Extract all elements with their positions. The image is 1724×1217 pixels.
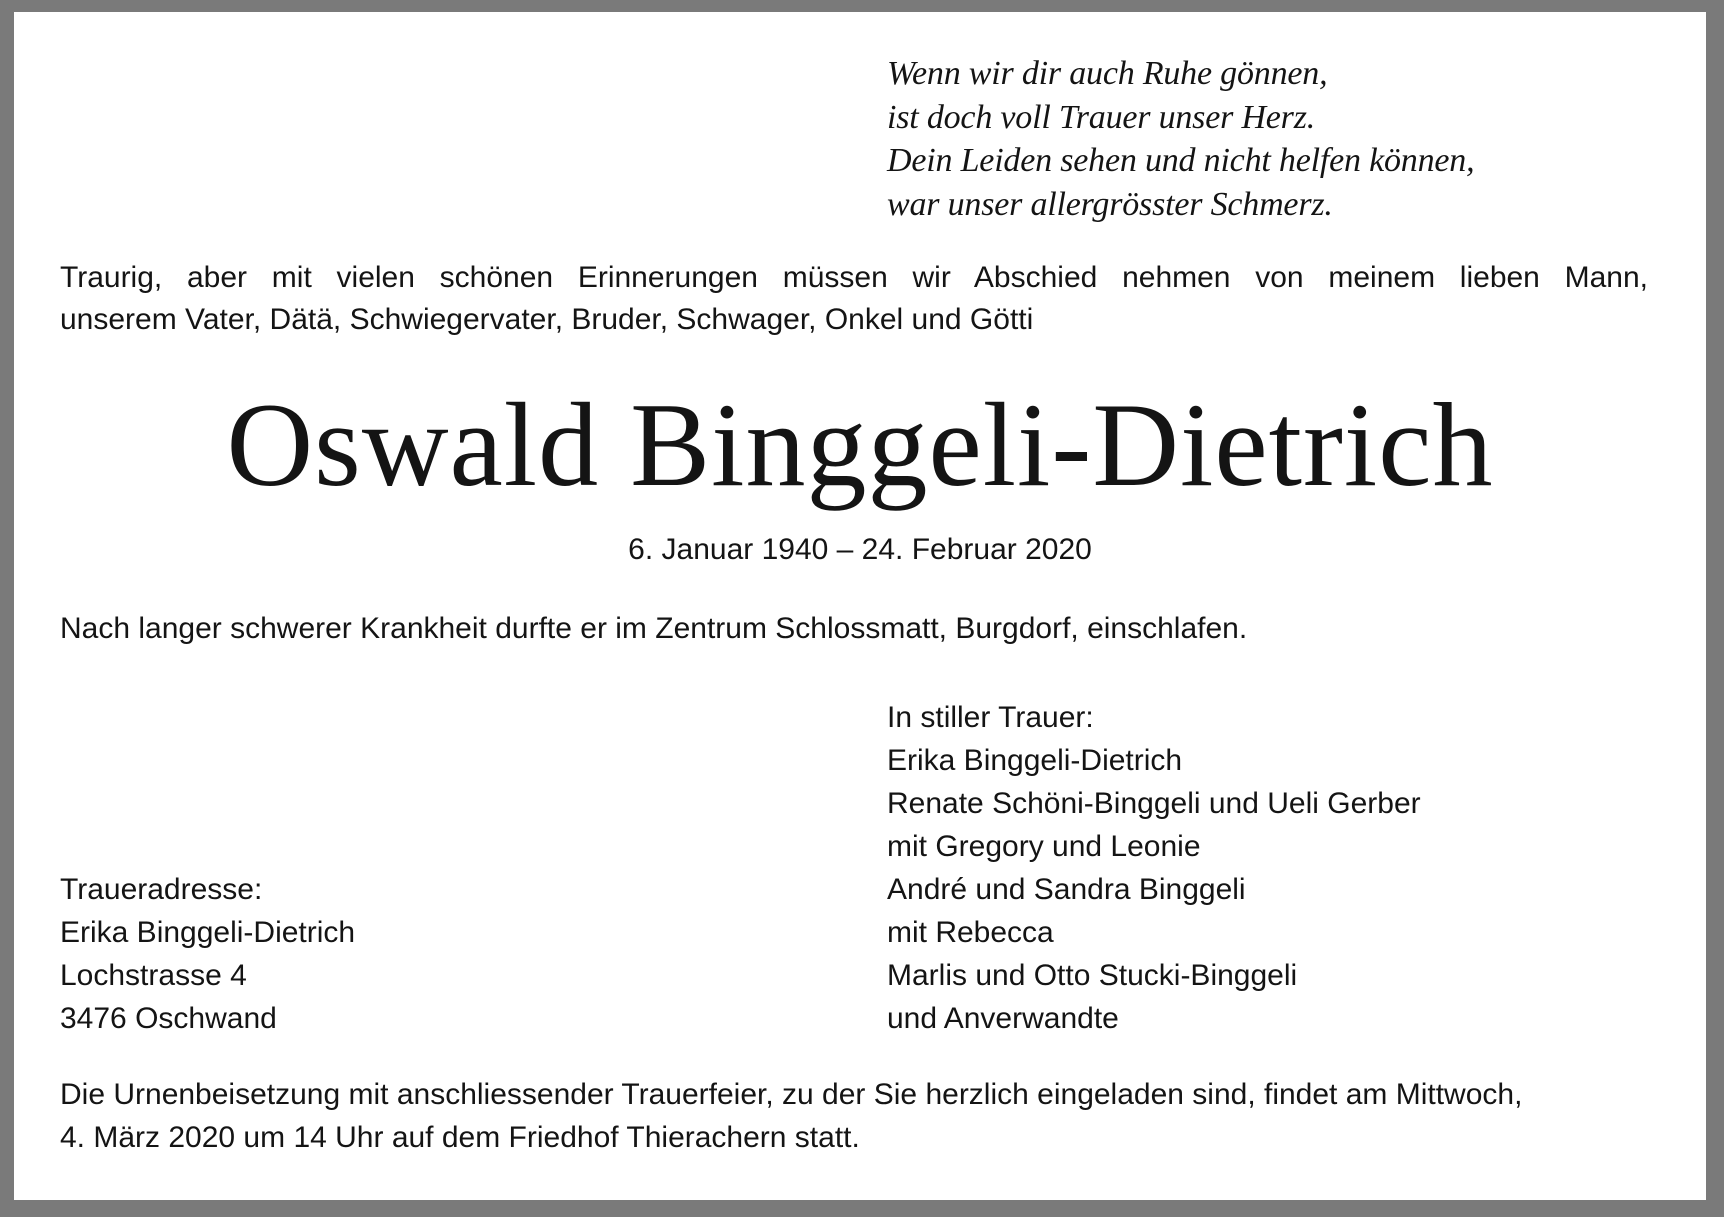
mourners-heading: In stiller Trauer: — [887, 701, 1094, 734]
ceremony-line: 4. März 2020 um 14 Uhr auf dem Friedhof Thierachern statt. — [60, 1121, 860, 1154]
intro-line: Traurig, aber mit vielen schönen Erinnerungen müssen wir Abschied nehmen von meinem lieben Mann, — [60, 261, 1648, 294]
mourner-line: und Anverwandte — [887, 1002, 1119, 1035]
mourner-line: Erika Binggeli-Dietrich — [887, 744, 1183, 777]
address-heading: Traueradresse: — [60, 873, 263, 906]
obituary-page — [14, 12, 1706, 1200]
ceremony-line: Die Urnenbeisetzung mit anschliessender Trauerfeier, zu der Sie herzlich eingeladen sind, findet am Mittwoch, — [60, 1078, 1523, 1111]
intro-text — [60, 257, 1648, 341]
address-line: Erika Binggeli-Dietrich — [60, 916, 356, 949]
mourner-line: Renate Schöni-Binggeli und Ueli Gerber — [887, 787, 1421, 820]
address-line: Lochstrasse 4 — [60, 959, 247, 992]
deceased-name: Oswald Binggeli-Dietrich — [226, 378, 1494, 511]
ceremony-text — [60, 1073, 1522, 1159]
mourning-address — [60, 868, 355, 1040]
mourner-line: André und Sandra Binggeli — [887, 873, 1246, 906]
mourner-line: mit Rebecca — [887, 916, 1054, 949]
mourner-line: mit Gregory und Leonie — [887, 830, 1201, 863]
poem-line: war unser allergrösster Schmerz. — [887, 185, 1333, 223]
life-dates: 6. Januar 1940 – 24. Februar 2020 — [628, 533, 1092, 566]
intro-line: unserem Vater, Dätä, Schwiegervater, Bruder, Schwager, Onkel und Götti — [60, 303, 1034, 336]
poem-line: Dein Leiden sehen und nicht helfen können, — [887, 142, 1475, 179]
poem — [887, 52, 1474, 226]
passing-text: Nach langer schwerer Krankheit durfte er im Zentrum Schlossmatt, Burgdorf, einschlafen. — [60, 612, 1248, 645]
poem-line: ist doch voll Trauer unser Herz. — [887, 98, 1316, 136]
mourners-list — [887, 696, 1421, 1040]
poem-line: Wenn wir dir auch Ruhe gönnen, — [887, 55, 1328, 92]
mourner-line: Marlis und Otto Stucki-Binggeli — [887, 959, 1298, 992]
address-line: 3476 Oschwand — [60, 1002, 277, 1035]
